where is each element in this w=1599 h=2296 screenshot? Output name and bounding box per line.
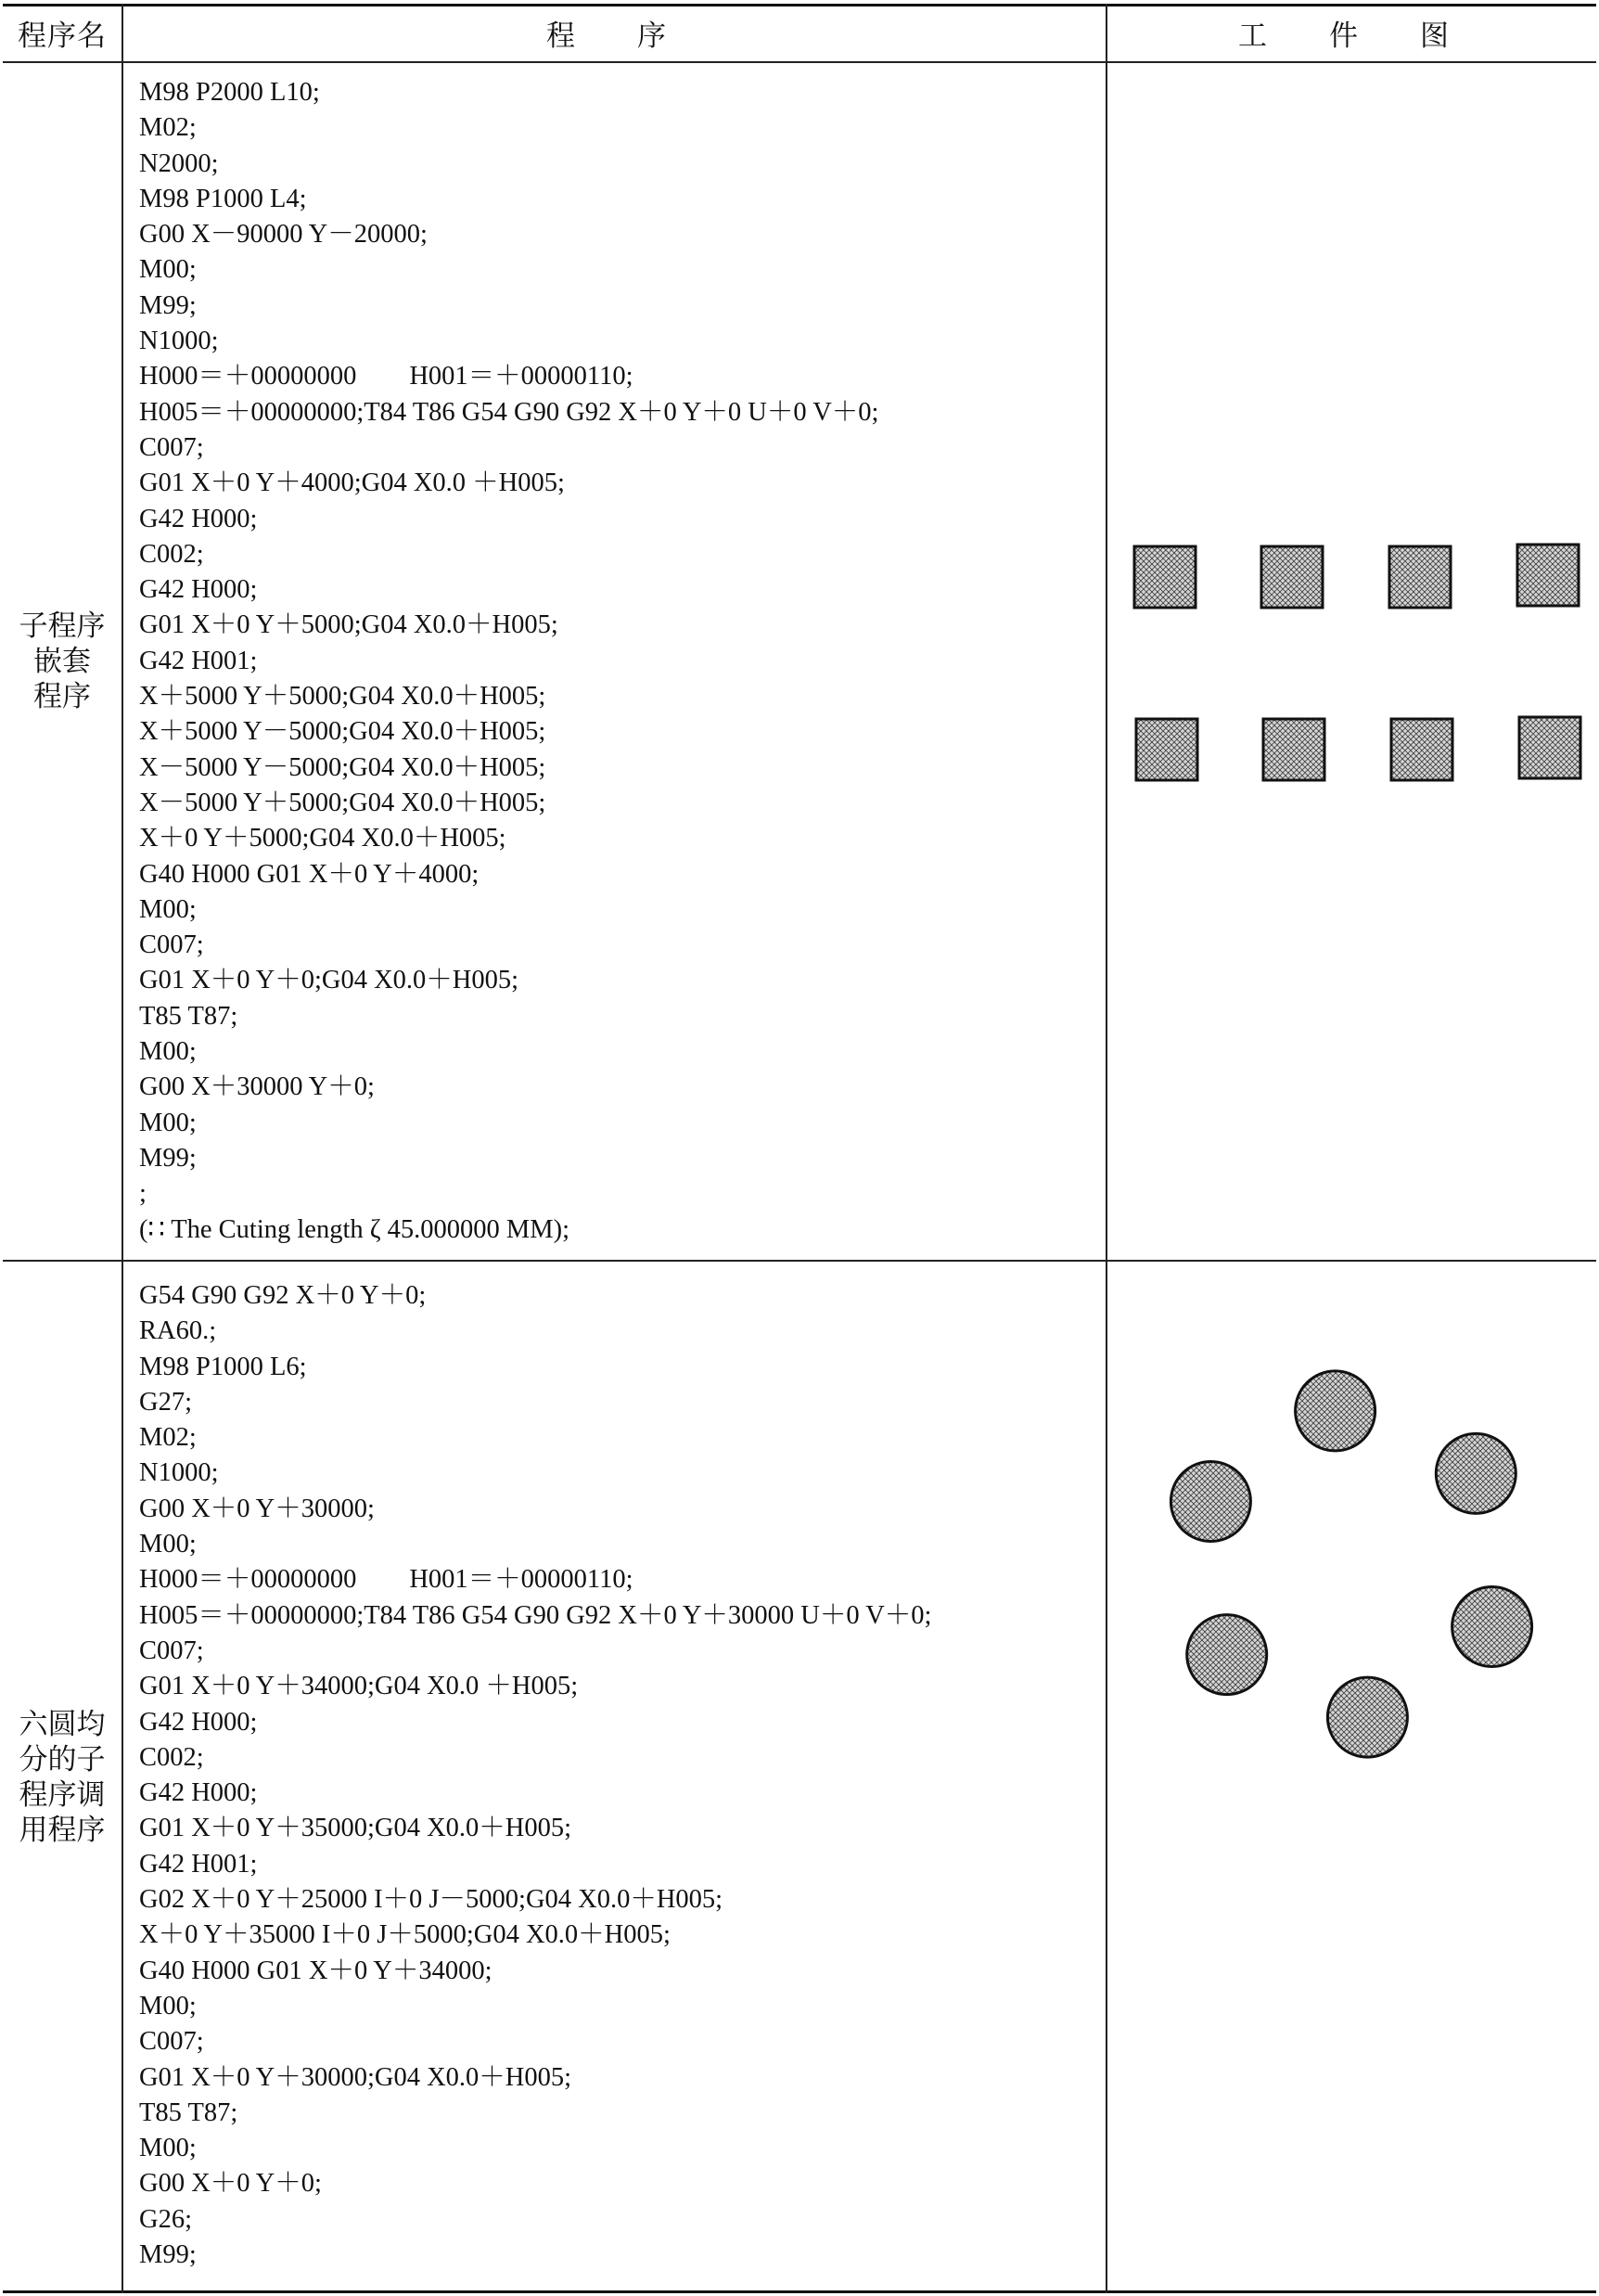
column-divider-1 [122, 4, 123, 2293]
workpiece-square [1134, 546, 1196, 608]
code-line: H000＝＋00000000 H001＝＋00000110; [139, 1565, 633, 1595]
code-line: C007; [139, 1635, 204, 1665]
code-line: M00; [139, 894, 197, 924]
row-1-name-line: 程序 [33, 680, 91, 712]
header-program: 程 序 [546, 19, 683, 52]
code-line: N1000; [139, 327, 219, 356]
code-line: X＋5000 Y－5000;G04 X0.0＋H005; [139, 717, 546, 747]
code-line: C007; [139, 432, 204, 462]
code-line: X＋5000 Y＋5000;G04 X0.0＋H005; [139, 682, 546, 712]
circle-pattern-drawing [1107, 1262, 1596, 2293]
code-line: H000＝＋00000000 H001＝＋00000110; [139, 362, 633, 391]
code-line: G42 H001; [139, 1849, 258, 1879]
workpiece-circle [1170, 1462, 1250, 1542]
code-line: X＋0 Y＋35000 I＋0 J＋5000;G04 X0.0＋H005; [139, 1920, 671, 1950]
code-line: T85 T87; [139, 1001, 238, 1031]
code-line: C007; [139, 2027, 204, 2057]
code-line: M00; [139, 1108, 197, 1137]
code-line: C002; [139, 539, 204, 569]
code-line: G40 H000 G01 X＋0 Y＋4000; [139, 859, 480, 889]
code-line: (∷ The Cuting length ζ 45.000000 MM); [139, 1214, 570, 1244]
code-line: M99; [139, 2240, 197, 2270]
code-line: X＋0 Y＋5000;G04 X0.0＋H005; [139, 824, 506, 853]
row-2-workpiece-figure [1107, 1262, 1596, 2293]
workpiece-square [1136, 719, 1197, 780]
code-line: RA60.; [139, 1316, 217, 1346]
code-line: H005＝＋00000000;T84 T86 G54 G90 G92 X＋0 Y＋0 U＋0 V＋0; [139, 397, 879, 427]
row-1-program-code [139, 75, 1094, 1248]
code-line: G42 H000; [139, 1707, 258, 1737]
code-line: M98 P1000 L4; [139, 184, 307, 213]
code-line: G42 H001; [139, 646, 258, 675]
code-line: X－5000 Y－5000;G04 X0.0＋H005; [139, 752, 546, 782]
row-1-name-line: 嵌套 [33, 645, 91, 677]
code-line: G00 X＋0 Y＋30000; [139, 1494, 375, 1523]
workpiece-square [1519, 717, 1580, 778]
row-2-name-line: 程序调 [19, 1778, 106, 1811]
code-line: G01 X＋0 Y＋0;G04 X0.0＋H005; [139, 966, 519, 995]
code-line: C002; [139, 1742, 204, 1772]
square-pattern-drawing [1107, 63, 1596, 1260]
code-line: T85 T87; [139, 2097, 238, 2127]
code-line: M99; [139, 1143, 197, 1173]
code-line: M00; [139, 1991, 197, 2020]
code-line: H005＝＋00000000;T84 T86 G54 G90 G92 X＋0 Y＋30000 U＋0 V＋0; [139, 1600, 932, 1630]
workpiece-square [1263, 719, 1324, 780]
code-line: G00 X＋0 Y＋0; [139, 2169, 322, 2199]
code-line: C007; [139, 930, 204, 960]
workpiece-circle [1296, 1371, 1375, 1451]
workpiece-square [1261, 546, 1323, 608]
row-2-name-line: 六圆均 [19, 1708, 106, 1740]
row-2-name-line: 用程序 [19, 1814, 106, 1846]
code-line: M02; [139, 113, 197, 143]
code-line: M98 P1000 L6; [139, 1352, 307, 1381]
code-line: M00; [139, 2134, 197, 2163]
row-2-program-name [3, 1262, 122, 2293]
code-line: G00 X－90000 Y－20000; [139, 220, 428, 250]
code-line: G02 X＋0 Y＋25000 I＋0 J－5000;G04 X0.0＋H005; [139, 1885, 723, 1915]
code-line: M02; [139, 1423, 197, 1453]
code-line: G27; [139, 1387, 192, 1417]
workpiece-square [1517, 545, 1579, 606]
code-line: G42 H000; [139, 575, 258, 605]
code-line: ; [139, 1179, 147, 1209]
code-line: G01 X＋0 Y＋30000;G04 X0.0＋H005; [139, 2062, 572, 2092]
workpiece-circle [1452, 1587, 1532, 1667]
code-line: M00; [139, 1037, 197, 1067]
code-line: G00 X＋30000 Y＋0; [139, 1072, 375, 1102]
workpiece-circle [1187, 1615, 1267, 1695]
code-line: M99; [139, 290, 197, 320]
code-line: G42 H000; [139, 504, 258, 533]
header-workpiece-drawing: 工 件 图 [1238, 19, 1465, 52]
code-line: M00; [139, 1530, 197, 1559]
code-line: G40 H000 G01 X＋0 Y＋34000; [139, 1956, 492, 1985]
row-1-program-name [3, 63, 122, 1260]
code-line: X－5000 Y＋5000;G04 X0.0＋H005; [139, 788, 546, 817]
code-line: G01 X＋0 Y＋35000;G04 X0.0＋H005; [139, 1814, 572, 1843]
row-2-name-lines [19, 1707, 106, 1848]
row-1-workpiece-figure [1107, 63, 1596, 1260]
workpiece-circle [1327, 1677, 1407, 1757]
code-line: G01 X＋0 Y＋4000;G04 X0.0 ＋H005; [139, 468, 565, 498]
workpiece-square [1391, 719, 1452, 780]
code-line: G01 X＋0 Y＋34000;G04 X0.0 ＋H005; [139, 1672, 579, 1701]
code-line: M00; [139, 255, 197, 285]
workpiece-square [1389, 546, 1451, 608]
row-1-name-lines [19, 609, 106, 714]
code-line: N1000; [139, 1458, 219, 1488]
code-line: G54 G90 G92 X＋0 Y＋0; [139, 1281, 427, 1310]
code-line: M98 P2000 L10; [139, 78, 320, 107]
code-line: G26; [139, 2204, 192, 2234]
code-line: G01 X＋0 Y＋5000;G04 X0.0＋H005; [139, 610, 558, 640]
workpiece-circle [1436, 1433, 1516, 1513]
row-2-program-code [139, 1278, 1094, 2273]
header-program-name: 程序名 [18, 19, 107, 52]
code-line: G42 H000; [139, 1778, 258, 1808]
row-1-name-line: 子程序 [19, 609, 106, 642]
row-2-name-line: 分的子 [19, 1743, 106, 1776]
code-line: N2000; [139, 148, 219, 178]
